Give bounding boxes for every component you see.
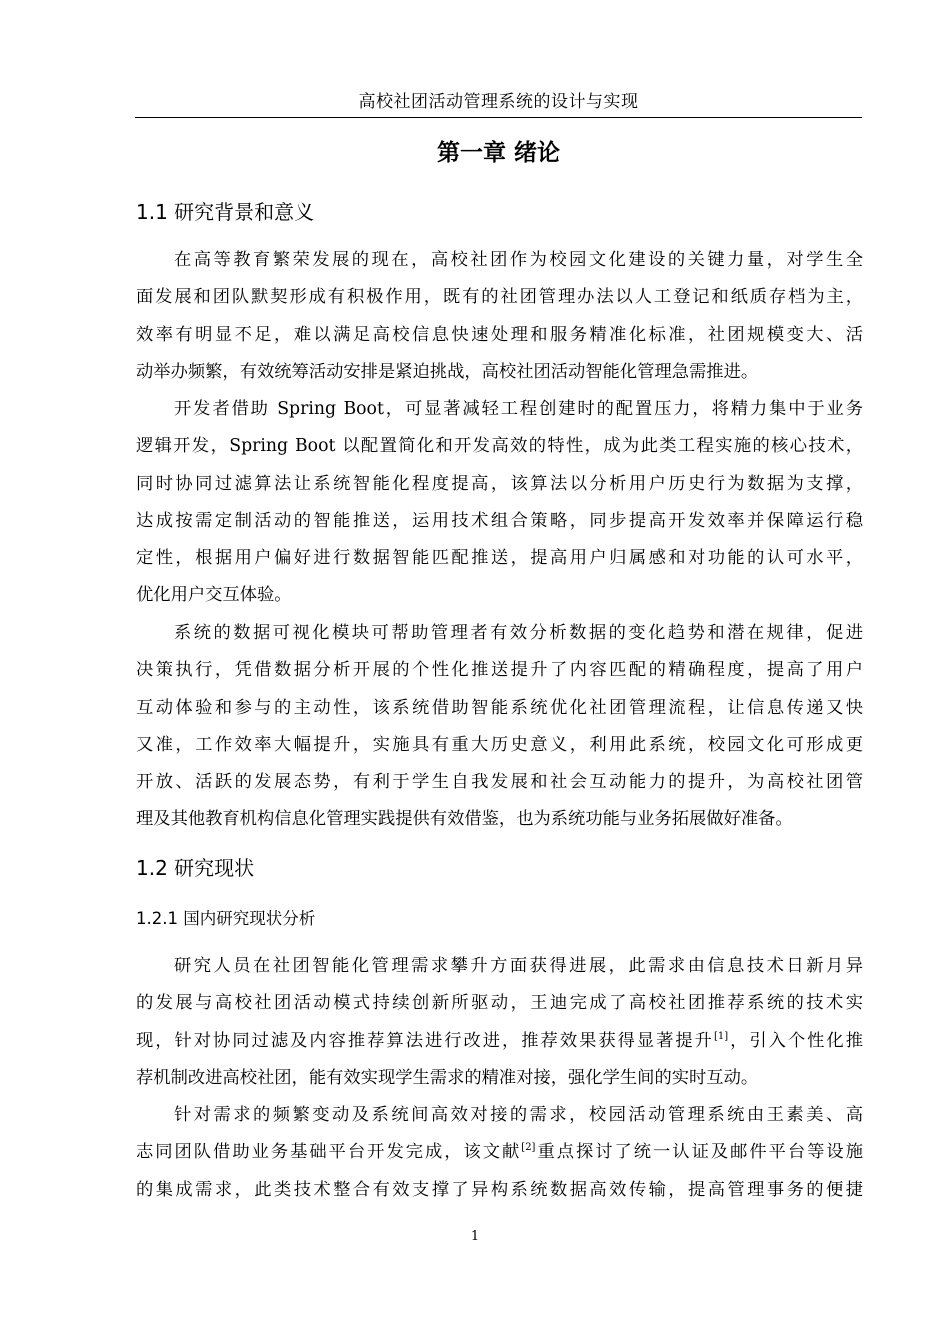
line-text: 志同团队借助业务基础平台开发完成，该文献 — [136, 1142, 522, 1163]
paragraph-line: 面发展和团队默契形成有积极作用，既有的社团管理办法以人工登记和纸质存档为主， — [136, 287, 863, 308]
paragraph-line: 互动体验和参与的主动性，该系统借助智能系统优化社团管理流程，让信息传递又快 — [136, 697, 863, 718]
header-rule — [135, 117, 862, 118]
line-text: 重点探讨了统一认证及邮件平台等设施 — [535, 1142, 863, 1163]
citation-ref: [2] — [521, 1142, 536, 1154]
paragraph-background-3 — [136, 615, 863, 839]
paragraph-line: 动举办频繁，有效统筹活动安排是紧迫挑战，高校社团活动智能化管理急需推进。 — [136, 361, 759, 382]
paragraph-line: 研究人员在社团智能化管理需求攀升方面获得进展，此需求由信息技术日新月异 — [174, 956, 863, 976]
section-heading-1-1: 1.1 研究背景和意义 — [136, 200, 315, 224]
paragraph-line: 开发者借助 Spring Boot，可显著减轻工程创建时的配置压力，将精力集中于业务 — [174, 399, 863, 419]
paragraph-line: 优化用户交互体验。 — [136, 585, 292, 606]
paragraph-line: 逻辑开发，Spring Boot 以配置简化和开发高效的特性，成为此类工程实施的核心技术， — [136, 436, 863, 457]
paragraph-line: 决策执行，凭借数据分析开展的个性化推送提升了内容匹配的精确程度，提高了用户 — [136, 660, 863, 681]
paragraph-line: 在高等教育繁荣发展的现在，高校社团作为校园文化建设的关键力量，对学生全 — [174, 250, 863, 270]
paragraph-line: 针对需求的频繁变动及系统间高效对接的需求，校园活动管理系统由王素美、高 — [174, 1105, 863, 1125]
section-heading-1-2: 1.2 研究现状 — [136, 856, 255, 880]
paragraph-domestic-2 — [136, 1097, 863, 1209]
paragraph-line: 的发展与高校社团活动模式持续创新所驱动，王迪完成了高校社团推荐系统的技术实 — [136, 993, 863, 1014]
paragraph-line: 定性，根据用户偏好进行数据智能匹配推送，提高用户归属感和对功能的认可水平， — [136, 548, 863, 569]
paragraph-line — [136, 1023, 863, 1060]
line-text: 现，针对协同过滤及内容推荐算法进行改进，推荐效果获得显著提升 — [136, 1030, 714, 1051]
paragraph-line: 荐机制改进高校社团，能有效实现学生需求的精准对接，强化学生间的实时互动。 — [136, 1067, 759, 1088]
paragraph-domestic-1 — [136, 948, 863, 1097]
running-header: 高校社团活动管理系统的设计与实现 — [358, 92, 639, 112]
paragraph-line — [136, 1134, 863, 1171]
paragraph-line: 系统的数据可视化模块可帮助管理者有效分析数据的变化趋势和潜在规律，促进 — [174, 623, 863, 643]
paragraph-line: 理及其他教育机构信息化管理实践提供有效借鉴，也为系统功能与业务拓展做好准备。 — [136, 809, 793, 830]
paragraph-line: 的集成需求，此类技术整合有效支撑了异构系统数据高效传输，提高管理事务的便捷 — [136, 1179, 863, 1200]
paragraph-line: 又准，工作效率大幅提升，实施具有重大历史意义，利用此系统，校园文化可形成更 — [136, 734, 863, 755]
paragraph-line: 开放、活跃的发展态势，有利于学生自我发展和社会互动能力的提升，为高校社团管 — [136, 772, 863, 793]
line-text: ，引入个性化推 — [728, 1030, 863, 1051]
paragraph-background-1 — [136, 242, 863, 391]
citation-ref: [1] — [713, 1030, 729, 1042]
paragraph-background-2 — [136, 391, 863, 615]
paragraph-line: 达成按需定制活动的智能推送，运用技术组合策略，同步提高开发效率并保障运行稳 — [136, 510, 863, 531]
paragraph-line: 同时协同过滤算法让系统智能化程度提高，该算法以分析用户历史行为数据为支撑， — [136, 473, 863, 494]
paragraph-line: 效率有明显不足，难以满足高校信息快速处理和服务精准化标准，社团规模变大、活 — [136, 324, 863, 345]
subsection-heading-1-2-1: 1.2.1 国内研究现状分析 — [136, 909, 316, 928]
chapter-title: 第一章 绪论 — [436, 140, 560, 166]
page-number: 1 — [470, 1229, 480, 1244]
